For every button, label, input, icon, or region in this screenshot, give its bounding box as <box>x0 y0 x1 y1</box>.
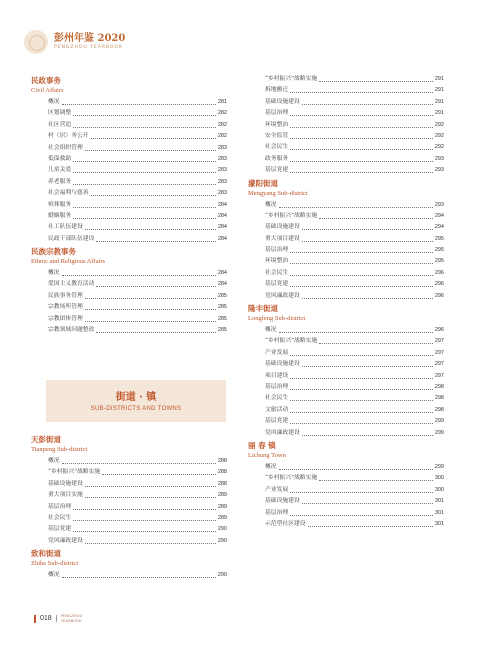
section-title: 民政事务 <box>31 76 61 85</box>
toc-entry-title: 概况 <box>48 458 60 464</box>
toc-entry[interactable] <box>248 336 444 347</box>
toc-page-number: 284 <box>217 281 227 288</box>
dot-leader <box>319 211 433 219</box>
toc-entry[interactable] <box>31 502 227 513</box>
toc-entry-title: 概况 <box>265 201 277 208</box>
footer-bar <box>34 615 36 623</box>
toc-page-number: 296 <box>434 327 444 334</box>
toc-page-number: 285 <box>217 315 227 322</box>
toc-entry-title: 党风廉政建设 <box>265 429 300 436</box>
dot-leader <box>302 428 433 436</box>
toc-entry[interactable] <box>248 245 444 256</box>
toc-entry-title: 儿童关爱 <box>48 167 72 174</box>
dot-leader <box>279 325 433 333</box>
toc-page-number: 294 <box>434 224 444 231</box>
toc-entry-title: 基层治理 <box>265 247 289 254</box>
toc-page-number: 289 <box>217 492 227 499</box>
section-banner <box>46 380 226 422</box>
dot-leader <box>279 462 433 470</box>
section-title-en: Ethnic and Religious Affairs <box>31 258 106 266</box>
dot-leader <box>73 502 216 510</box>
toc-page-number: 297 <box>434 349 444 356</box>
toc-entry-title: 基层党建 <box>48 526 72 533</box>
toc-entry[interactable] <box>31 291 227 302</box>
toc-entry[interactable] <box>248 74 444 85</box>
toc-entry-title: 产业发展 <box>265 349 289 356</box>
dot-leader <box>308 519 433 527</box>
toc-entry[interactable] <box>248 85 444 96</box>
toc-page-number: 285 <box>217 292 227 299</box>
dot-leader <box>290 393 433 401</box>
dot-leader <box>96 325 215 333</box>
toc-entry[interactable] <box>248 462 444 473</box>
toc-entry[interactable] <box>248 473 444 484</box>
toc-page-number: 301 <box>434 509 444 516</box>
section-title: 隆丰街道 <box>248 304 278 314</box>
dot-leader <box>290 405 433 413</box>
dot-leader <box>290 371 433 379</box>
toc-entry-title: 社工队伍建设 <box>48 224 83 231</box>
toc-entry[interactable] <box>31 211 227 222</box>
toc-page-number: 299 <box>434 418 444 425</box>
banner-title: 街道 · 镇 <box>115 392 157 403</box>
toc-entry-title: 项目建设 <box>265 372 289 379</box>
toc-entry-title: 示范型社区建设 <box>265 520 306 527</box>
toc-entry[interactable] <box>248 222 444 233</box>
toc-entry-title: 基层党建 <box>265 281 289 288</box>
left-lower-column <box>31 433 227 582</box>
toc-page-number: 300 <box>434 486 444 493</box>
toc-entry-title: 民族事务管理 <box>48 292 83 299</box>
toc-entry[interactable] <box>31 222 227 233</box>
toc-entry-title: 安全监管 <box>265 132 289 139</box>
dot-leader <box>85 291 216 299</box>
dot-leader <box>290 245 433 253</box>
toc-page-number: 284 <box>217 235 227 242</box>
toc-entry-title: 基础设施建设 <box>265 98 300 105</box>
dot-leader <box>73 154 216 162</box>
toc-entry[interactable] <box>248 154 444 165</box>
toc-entry[interactable] <box>248 393 444 404</box>
toc-entry-title: 政务服务 <box>265 155 289 162</box>
toc-entry-title: 基础设施建设 <box>265 498 300 505</box>
toc-entry[interactable] <box>31 456 227 467</box>
toc-page-number: 292 <box>434 121 444 128</box>
toc-page-number: 290 <box>217 537 227 544</box>
toc-entry[interactable] <box>31 302 227 313</box>
toc-page-number: 285 <box>217 327 227 334</box>
toc-entry[interactable] <box>248 382 444 393</box>
dot-leader <box>85 302 216 310</box>
toc-page-number: 296 <box>434 269 444 276</box>
toc-entry[interactable] <box>248 131 444 142</box>
toc-entry[interactable] <box>248 371 444 382</box>
toc-entry[interactable] <box>248 211 444 222</box>
toc-page-number: 297 <box>434 372 444 379</box>
toc-entry-title: 养老服务 <box>48 178 72 185</box>
toc-entry-title: “乡村振兴”战略实施 <box>48 469 101 476</box>
toc-page-number: 284 <box>217 201 227 208</box>
toc-page-number: 292 <box>434 144 444 151</box>
toc-entry[interactable] <box>248 165 444 176</box>
toc-page-number: 298 <box>434 395 444 402</box>
dot-leader <box>290 165 433 173</box>
page-number: 018 <box>40 615 52 622</box>
section-title-en: Mengyang Sub-district <box>248 189 308 197</box>
toc-page-number: 294 <box>434 212 444 219</box>
toc-page-number: 290 <box>217 572 227 579</box>
dot-leader <box>302 234 433 242</box>
toc-entry-title: 拆地搬迁 <box>265 87 289 94</box>
dot-leader <box>290 416 433 424</box>
toc-entry[interactable] <box>248 428 444 439</box>
toc-entry-title: 产业发展 <box>265 486 289 493</box>
toc-entry[interactable] <box>248 142 444 153</box>
toc-entry[interactable] <box>248 325 444 336</box>
toc-entry-title: 基层治理 <box>265 383 289 390</box>
toc-page-number: 297 <box>434 361 444 368</box>
dot-leader <box>73 524 216 532</box>
section-title: 丽 春 镇 <box>248 440 276 450</box>
toc-entry-title: 爱国主义教育活动 <box>48 281 95 288</box>
toc-entry[interactable] <box>31 479 227 490</box>
toc-entry-title: 基础设施建设 <box>265 224 300 231</box>
toc-entry[interactable] <box>31 234 227 245</box>
dot-leader <box>279 200 433 208</box>
toc-page-number: 282 <box>217 133 227 140</box>
toc-entry-title: 基层治理 <box>265 110 289 117</box>
toc-entry-title: 概况 <box>265 327 277 334</box>
section-title-en: Longfeng Sub-district <box>248 315 306 323</box>
toc-entry[interactable] <box>31 570 227 581</box>
toc-page-number: 290 <box>217 526 227 533</box>
dot-leader <box>319 74 433 82</box>
toc-page-number: 289 <box>217 503 227 510</box>
toc-entry[interactable] <box>31 268 227 279</box>
toc-entry-title: 重大项目实施 <box>48 492 83 499</box>
toc-entry-title: 社会组织管理 <box>48 144 83 151</box>
toc-entry-title: 区划调整 <box>48 110 72 117</box>
dot-leader <box>85 143 216 151</box>
toc-page-number: 296 <box>434 281 444 288</box>
toc-entry[interactable] <box>248 485 444 496</box>
toc-entry-title: 社会民生 <box>48 514 72 521</box>
toc-page-number: 295 <box>434 235 444 242</box>
toc-page-number: 298 <box>434 383 444 390</box>
dot-leader <box>319 336 433 344</box>
section-title: 濛阳街道 <box>248 178 278 188</box>
section-title-en: Tianpeng Sub-district <box>31 446 88 453</box>
dot-leader <box>73 177 216 185</box>
toc-entry-title: 党风廉政建设 <box>265 292 300 299</box>
toc-page-number: 300 <box>434 475 444 482</box>
toc-entry-title: 基础设施建设 <box>265 361 300 368</box>
header-subtitle: PENGZHOU YEARBOOK <box>54 45 123 50</box>
toc-entry[interactable] <box>248 108 444 119</box>
page-footer <box>34 614 82 623</box>
dot-leader <box>290 108 433 116</box>
dot-leader <box>73 165 216 173</box>
toc-page-number: 284 <box>217 212 227 219</box>
toc-page-number: 301 <box>434 498 444 505</box>
toc-entry-title: 概况 <box>48 572 60 579</box>
dot-leader <box>290 256 433 264</box>
toc-page-number: 298 <box>434 406 444 413</box>
toc-page-number: 301 <box>434 520 444 527</box>
toc-entry-title: 基层治理 <box>265 509 289 516</box>
toc-page-number: 285 <box>217 304 227 311</box>
toc-page-number: 281 <box>217 99 227 105</box>
toc-entry-title: 基础设施建设 <box>48 480 83 487</box>
toc-entry[interactable] <box>248 359 444 370</box>
dot-leader <box>85 222 216 230</box>
dot-leader <box>96 279 215 287</box>
toc-page-number: 295 <box>434 258 444 265</box>
toc-page-number: 284 <box>217 270 227 277</box>
dot-leader <box>62 570 216 578</box>
toc-entry[interactable] <box>31 279 227 290</box>
toc-entry-title: 宗教场所管理 <box>48 304 83 311</box>
toc-entry[interactable] <box>248 508 444 519</box>
toc-entry-title: 概况 <box>48 99 60 105</box>
yearbook-logo-icon <box>24 30 48 54</box>
toc-entry-title: 社会福利与慈善 <box>48 190 89 197</box>
header-title: 彭州年鉴 2020 <box>54 33 126 44</box>
toc-entry[interactable] <box>31 154 227 165</box>
right-column <box>248 74 444 530</box>
toc-entry-title: 社区营造 <box>48 121 72 128</box>
dot-leader <box>290 485 433 493</box>
toc-entry-title: 概况 <box>48 270 60 277</box>
toc-page-number: 293 <box>434 167 444 174</box>
toc-entry[interactable] <box>248 256 444 267</box>
toc-page-number: 299 <box>434 463 444 470</box>
toc-page-number: 282 <box>217 121 227 128</box>
toc-entry[interactable] <box>31 143 227 154</box>
toc-page-number: 289 <box>217 514 227 521</box>
toc-entry[interactable] <box>31 188 227 199</box>
dot-leader <box>290 142 433 150</box>
toc-entry-title: 殡葬服务 <box>48 201 72 208</box>
toc-entry[interactable] <box>248 348 444 359</box>
toc-page-number: 299 <box>434 429 444 436</box>
toc-page-number: 291 <box>434 98 444 105</box>
toc-page-number: 293 <box>434 155 444 162</box>
dot-leader <box>290 85 433 93</box>
toc-page-number: 283 <box>217 190 227 197</box>
dot-leader <box>85 536 216 544</box>
toc-entry-title: 基层党建 <box>265 418 289 425</box>
dot-leader <box>302 359 433 367</box>
toc-entry[interactable] <box>31 165 227 176</box>
toc-entry[interactable] <box>248 120 444 131</box>
section-title-en: Lichung Town <box>248 451 286 459</box>
footer-brand-sub: YEARBOOK <box>60 617 82 623</box>
dot-leader <box>290 348 433 356</box>
toc-entry-title: 基层治理 <box>48 503 72 510</box>
dot-leader <box>319 473 433 481</box>
toc-page-number: 284 <box>217 224 227 231</box>
toc-entry-title: “乡村振兴”战略实施 <box>265 212 318 219</box>
dot-leader <box>302 97 433 105</box>
toc-entry-title: 文旅活动 <box>265 406 289 413</box>
toc-entry[interactable] <box>248 519 444 530</box>
section-title: 致和街道 <box>31 549 61 559</box>
toc-page-number: 283 <box>217 178 227 185</box>
toc-entry-title: 社会民生 <box>265 395 289 402</box>
toc-entry[interactable] <box>248 405 444 416</box>
toc-entry-title: 宗教领域问题整改 <box>48 327 95 334</box>
toc-entry[interactable] <box>31 120 227 131</box>
toc-entry[interactable] <box>248 200 444 211</box>
toc-entry[interactable] <box>31 325 227 336</box>
toc-entry-title: 低保救助 <box>48 155 72 162</box>
section-title: 民族宗教事务 <box>31 247 76 257</box>
page-header <box>24 30 125 54</box>
toc-entry-title: 基层党建 <box>265 167 289 174</box>
dot-leader <box>290 131 433 139</box>
dot-leader <box>91 188 216 196</box>
footer-divider <box>56 615 57 622</box>
toc-page-number: 288 <box>217 469 227 476</box>
dot-leader <box>91 131 216 139</box>
toc-page-number: 292 <box>434 132 444 139</box>
dot-leader <box>290 268 433 276</box>
section-title-en: Civil Affairs <box>31 87 64 94</box>
dot-leader <box>73 513 216 521</box>
toc-entry-title: “乡村振兴”战略实施 <box>265 76 318 82</box>
toc-page-number: 295 <box>434 247 444 254</box>
dot-leader <box>85 314 216 322</box>
dot-leader <box>85 490 216 498</box>
toc-entry[interactable] <box>31 314 227 325</box>
dot-leader <box>290 154 433 162</box>
toc-page-number: 283 <box>217 167 227 174</box>
toc-entry[interactable] <box>248 291 444 302</box>
section-title: 天彭街道 <box>31 435 61 444</box>
toc-entry-title: “乡村振兴”战略实施 <box>265 338 318 345</box>
toc-entry[interactable] <box>31 513 227 524</box>
toc-entry-title: 宗教团体管理 <box>48 315 83 322</box>
toc-entry[interactable] <box>248 268 444 279</box>
toc-entry[interactable] <box>31 108 227 119</box>
toc-entry[interactable] <box>248 279 444 290</box>
toc-entry[interactable] <box>248 496 444 507</box>
dot-leader <box>302 222 433 230</box>
dot-leader <box>62 268 216 276</box>
dot-leader <box>62 97 216 105</box>
left-column <box>31 74 227 336</box>
dot-leader <box>290 382 433 390</box>
toc-entry[interactable] <box>31 131 227 142</box>
toc-entry[interactable] <box>31 177 227 188</box>
toc-entry[interactable] <box>31 536 227 547</box>
toc-page-number: 283 <box>217 155 227 162</box>
toc-page-number: 291 <box>434 76 444 82</box>
toc-page-number: 297 <box>434 338 444 345</box>
footer-brand: PENGZHOU <box>60 613 83 618</box>
toc-entry-title: 社会民生 <box>265 269 289 276</box>
dot-leader <box>290 120 433 128</box>
toc-page-number: 291 <box>434 87 444 94</box>
toc-page-number: 293 <box>434 201 444 208</box>
toc-entry-title: 环境整治 <box>265 121 289 128</box>
toc-entry-title: 概况 <box>265 463 277 470</box>
toc-page-number: 283 <box>217 144 227 151</box>
dot-leader <box>302 496 433 504</box>
dot-leader <box>62 456 216 464</box>
toc-entry[interactable] <box>31 467 227 478</box>
toc-entry[interactable] <box>31 97 227 108</box>
dot-leader <box>290 508 433 516</box>
dot-leader <box>73 211 216 219</box>
toc-entry-title: 婚姻服务 <box>48 212 72 219</box>
dot-leader <box>96 234 215 242</box>
toc-entry[interactable] <box>31 524 227 535</box>
toc-entry-title: 民政干部队伍建设 <box>48 235 95 242</box>
dot-leader <box>102 467 216 475</box>
dot-leader <box>85 479 216 487</box>
toc-entry[interactable] <box>31 490 227 501</box>
toc-page-number: 288 <box>217 480 227 487</box>
dot-leader <box>73 200 216 208</box>
toc-entry[interactable] <box>248 234 444 245</box>
dot-leader <box>290 279 433 287</box>
toc-entry[interactable] <box>248 416 444 427</box>
toc-entry-title: 党风廉政建设 <box>48 537 83 544</box>
dot-leader <box>73 120 216 128</box>
dot-leader <box>302 291 433 299</box>
toc-entry-title: “乡村振兴”战略实施 <box>265 475 318 482</box>
toc-page-number: 282 <box>217 110 227 117</box>
toc-entry[interactable] <box>31 200 227 211</box>
toc-entry[interactable] <box>248 97 444 108</box>
toc-entry-title: 社会民生 <box>265 144 289 151</box>
toc-entry-title: 重大项目建设 <box>265 235 300 242</box>
toc-page-number: 288 <box>217 458 227 464</box>
toc-entry-title: 环境整治 <box>265 258 289 265</box>
section-title-en: Zhihe Sub-district <box>31 560 79 568</box>
toc-page-number: 291 <box>434 110 444 117</box>
toc-entry-title: 村（居）务公开 <box>48 133 89 140</box>
banner-subtitle: SUB-DISTRICTS AND TOWNS <box>90 406 182 412</box>
dot-leader <box>73 108 216 116</box>
toc-page-number: 296 <box>434 292 444 299</box>
